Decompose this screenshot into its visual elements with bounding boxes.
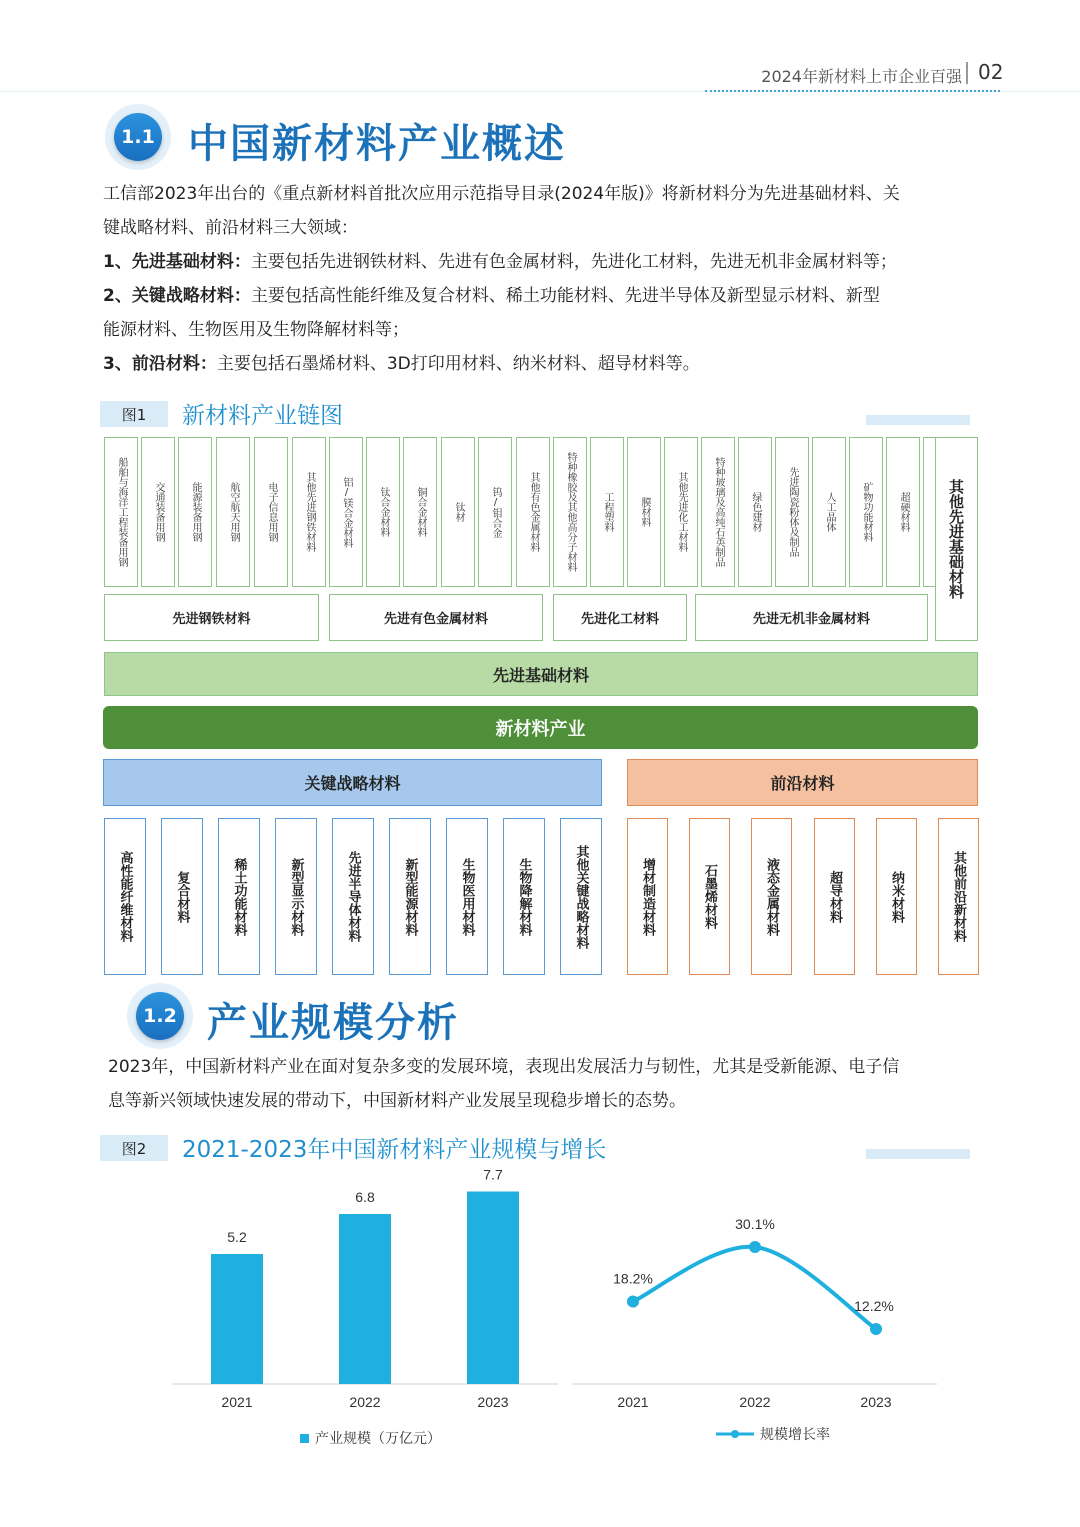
top-item-17-label: 绿色建材 bbox=[750, 492, 761, 532]
growth-value-label-0: 18.2% bbox=[613, 1270, 653, 1287]
item-1-label: 1、先进基础材料： bbox=[103, 252, 251, 272]
key-item-2-label: 稀土功能材料 bbox=[231, 857, 247, 936]
frontier-item-0-label: 增材制造材料 bbox=[640, 857, 655, 936]
top-item-8-label: 铜合金材料 bbox=[415, 487, 426, 537]
other-basic-materials-label: 其他先进基础材料 bbox=[947, 479, 965, 599]
top-item-9-label: 钛材 bbox=[453, 502, 464, 522]
growth-point-2021 bbox=[627, 1296, 639, 1308]
top-item-21-label: 超硬材料 bbox=[898, 492, 909, 532]
new-materials-industry-bar-label: 新材料产业 bbox=[495, 718, 586, 740]
line-x-tick-0: 2021 bbox=[617, 1394, 649, 1410]
section-number-1: 1.1 bbox=[114, 113, 162, 161]
bar-2023 bbox=[467, 1192, 519, 1385]
top-item-0-label: 船舶与海洋工程装备用钢 bbox=[116, 457, 127, 567]
item-1-text: 主要包括先进钢铁材料、先进有色金属材料，先进化工材料，先进无机非金属材料等； bbox=[250, 252, 897, 272]
top-item-14-label: 膜材料 bbox=[639, 497, 650, 527]
key-item-0-label: 高性能纤维材料 bbox=[117, 851, 133, 942]
bar-2021 bbox=[211, 1254, 263, 1384]
frontier-item-2-label: 液态金属材料 bbox=[764, 857, 779, 936]
bar-legend-swatch bbox=[300, 1434, 309, 1443]
basic-materials-bar-label: 先进基础材料 bbox=[492, 665, 589, 685]
frontier-bar-label: 前沿材料 bbox=[770, 774, 835, 793]
top-item-19-label: 人工晶体 bbox=[824, 492, 835, 532]
line-legend-swatch bbox=[716, 1428, 754, 1440]
growth-value-label-1: 30.1% bbox=[735, 1216, 775, 1232]
item-2-label: 2、关键战略材料： bbox=[103, 286, 251, 306]
category-2-label: 先进化工材料 bbox=[580, 612, 659, 627]
frontier-item-1-label: 石墨烯材料 bbox=[702, 864, 717, 929]
top-item-11-label: 其他有色金属材料 bbox=[528, 472, 539, 552]
category-3-label: 先进无机非金属材料 bbox=[752, 612, 870, 627]
bar-legend bbox=[300, 1428, 441, 1448]
key-item-4-label: 先进半导体材料 bbox=[345, 851, 361, 942]
top-item-12-label: 特种橡胶及其他高分子材料 bbox=[565, 452, 576, 572]
top-item-5-label: 其他先进钢铁材料 bbox=[304, 472, 315, 552]
growth-point-2022 bbox=[749, 1241, 761, 1253]
top-item-7-label: 钛合金材料 bbox=[378, 487, 389, 537]
line-x-tick-2: 2023 bbox=[860, 1394, 892, 1410]
bar-2022 bbox=[339, 1214, 391, 1384]
bar-value-label-1: 6.8 bbox=[355, 1189, 375, 1205]
key-item-5-label: 新型能源材料 bbox=[402, 857, 418, 936]
item-2-text-1: 主要包括高性能纤维及复合材料、稀土功能材料、先进半导体及新型显示材料、新型 bbox=[250, 286, 880, 306]
intro-line-1: 工信部2023年出台的《重点新材料首批次应用示范指导目录(2024年版)》将新材料分为先进基础材料、关 bbox=[103, 184, 900, 204]
section-title-1: 中国新材料产业概述 bbox=[188, 121, 566, 167]
key-item-6-label: 生物医用材料 bbox=[459, 857, 475, 936]
top-item-15-label: 其他先进化工材料 bbox=[676, 472, 687, 552]
key-strategic-bar-label: 关键战略材料 bbox=[304, 774, 401, 793]
growth-point-2023 bbox=[870, 1323, 882, 1335]
line-chart bbox=[572, 1216, 937, 1410]
top-item-16-label: 特种玻璃及高纯石英制品 bbox=[713, 457, 724, 567]
key-item-1-label: 复合材料 bbox=[174, 870, 190, 923]
bar-legend-label: 产业规模（万亿元） bbox=[315, 1431, 441, 1447]
fig2-tag: 图2 bbox=[100, 1135, 168, 1161]
category-0-label: 先进钢铁材料 bbox=[172, 612, 251, 627]
category-1-label: 先进有色金属材料 bbox=[383, 612, 488, 627]
line-x-tick-1: 2022 bbox=[739, 1394, 771, 1410]
section-number-2: 1.2 bbox=[136, 992, 184, 1040]
bar-x-tick-2: 2023 bbox=[477, 1394, 509, 1410]
bar-x-tick-1: 2022 bbox=[349, 1394, 381, 1410]
scale-line-1: 2023年，中国新材料产业在面对复杂多变的发展环境，表现出发展活力与韧性，尤其是受新能源、电子信 bbox=[108, 1057, 900, 1077]
key-item-7-label: 生物降解材料 bbox=[516, 857, 532, 936]
item-2-line-2: 能源材料、生物医用及生物降解材料等； bbox=[103, 320, 409, 340]
item-3-text: 主要包括石墨烯材料、3D打印用材料、纳米材料、超导材料等。 bbox=[216, 354, 700, 374]
intro-line-2: 键战略材料、前沿材料三大领域： bbox=[103, 218, 358, 238]
top-item-4-label: 电子信息用钢 bbox=[266, 482, 277, 542]
frontier-item-5-label: 其他前沿新材料 bbox=[951, 851, 966, 942]
fig1-title: 新材料产业链图 bbox=[182, 403, 343, 429]
top-item-18-label: 先进陶瓷粉体及制品 bbox=[787, 467, 798, 557]
line-legend-label: 规模增长率 bbox=[760, 1427, 830, 1443]
fig1-tag: 图1 bbox=[100, 401, 168, 427]
top-item-1-label: 交通装备用钢 bbox=[153, 482, 164, 542]
top-item-3-label: 航空航天用钢 bbox=[228, 482, 239, 542]
header-title: 2024年新材料上市企业百强 bbox=[761, 67, 962, 86]
frontier-item-4-label: 纳米材料 bbox=[889, 870, 904, 923]
frontier-item-3-label: 超导材料 bbox=[827, 870, 842, 923]
bar-value-label-0: 5.2 bbox=[227, 1229, 247, 1245]
bar-x-tick-0: 2021 bbox=[221, 1394, 253, 1410]
top-item-6-label: 铝/镁合金材料 bbox=[341, 476, 352, 548]
bar-chart bbox=[172, 1167, 558, 1411]
line-legend bbox=[716, 1424, 830, 1444]
top-item-10-label: 钨/钼合金 bbox=[490, 486, 501, 538]
growth-value-label-2: 12.2% bbox=[854, 1298, 894, 1314]
fig2-title: 2021-2023年中国新材料产业规模与增长 bbox=[182, 1137, 607, 1163]
top-item-20-label: 矿物功能材料 bbox=[861, 482, 872, 542]
bar-value-label-2: 7.7 bbox=[483, 1166, 503, 1183]
key-item-8-label: 其他关键战略材料 bbox=[573, 844, 589, 949]
page-number: 02 bbox=[978, 60, 1004, 84]
item-3-label: 3、前沿材料： bbox=[103, 354, 217, 374]
growth-line bbox=[633, 1247, 876, 1329]
top-item-2-label: 能源装备用钢 bbox=[190, 482, 201, 542]
scale-line-2: 息等新兴领域快速发展的带动下，中国新材料产业发展呈现稳步增长的态势。 bbox=[108, 1091, 686, 1111]
top-item-13-label: 工程塑料 bbox=[602, 492, 613, 532]
section-title-2: 产业规模分析 bbox=[207, 1000, 459, 1046]
key-item-3-label: 新型显示材料 bbox=[288, 857, 304, 936]
